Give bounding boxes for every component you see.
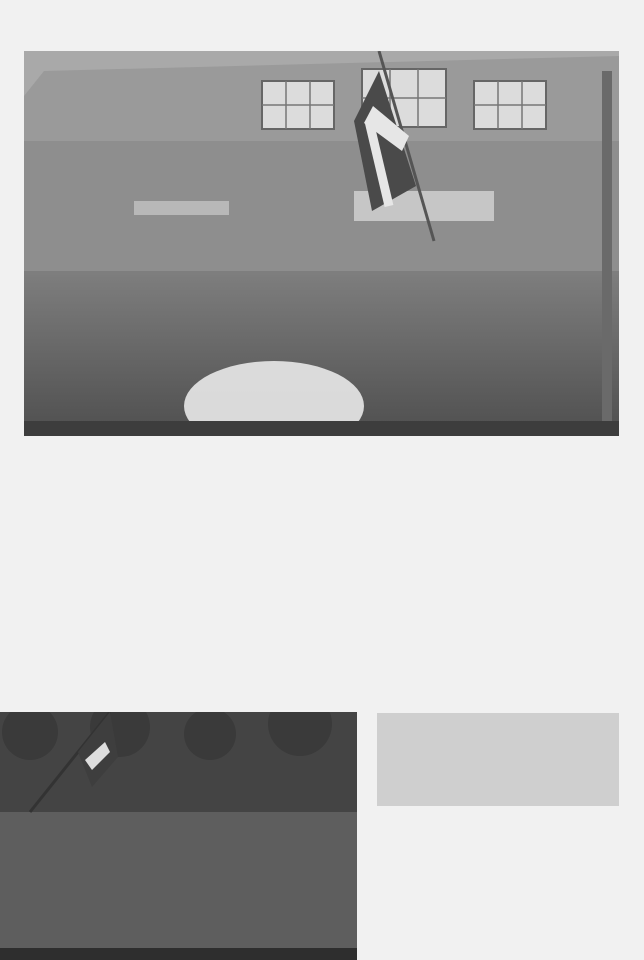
gymnastics-team-photo-1948: [0, 712, 357, 960]
top-photo-caption: [24, 447, 624, 471]
norwegian-visit-box: [377, 713, 619, 806]
photo-1948-drawing: [0, 712, 357, 960]
left-column: [24, 486, 260, 500]
photo-1942-drawing: [24, 51, 619, 436]
gymnastics-group-photo-1942: [24, 51, 619, 436]
